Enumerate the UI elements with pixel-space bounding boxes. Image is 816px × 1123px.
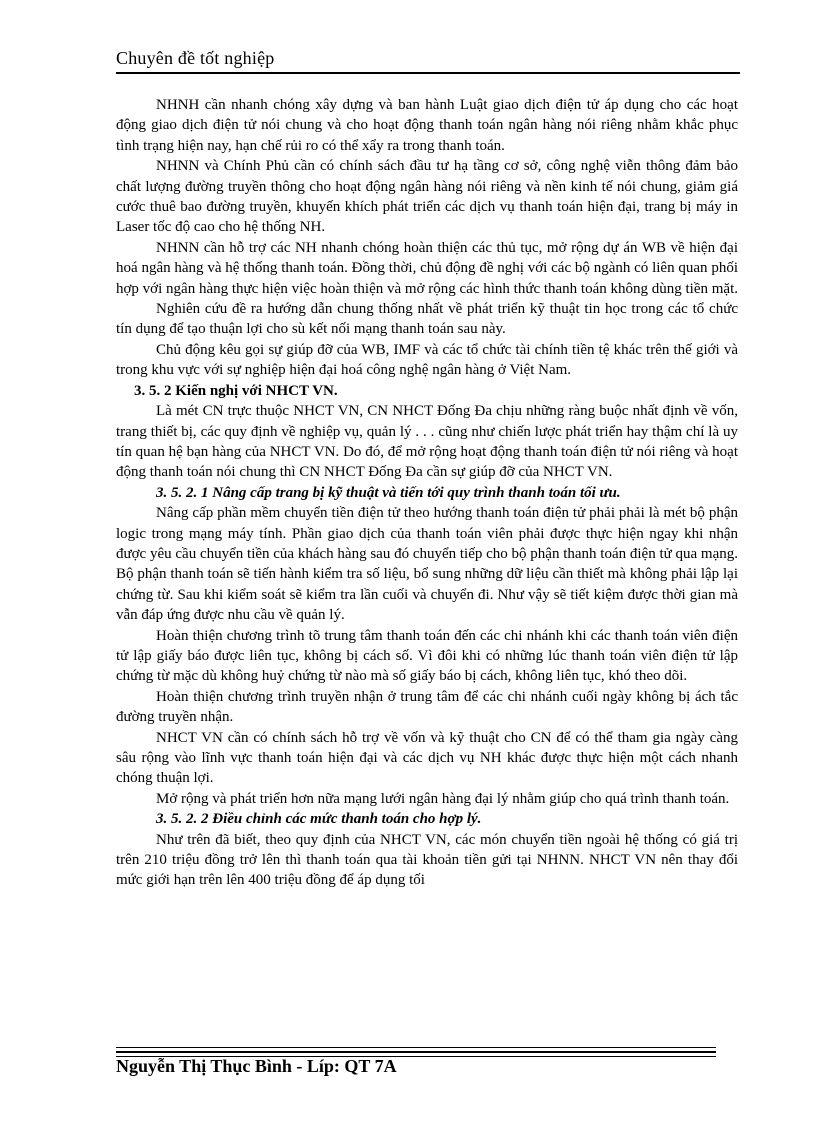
page-header — [116, 48, 736, 69]
header-rule — [116, 72, 740, 74]
paragraph: Hoàn thiện chương trình tõ trung tâm thanh toán đến các chi nhánh khi các thanh toán viên điện tử lập giấy báo được liên tục, không bị cách số. Vì đôi khi có những lúc thanh toán viên điện tử lập chứng từ mặc dù không huỷ chứng từ nào mà số giấy báo bị cách, không liên tục, khó theo dõi. — [116, 627, 738, 685]
paragraph: NHNN và Chính Phủ cần có chính sách đầu tư hạ tầng cơ sở, công nghệ viễn thông đảm bảo chất lượng đường truyền thông cho hoạt động ngân hàng nói riêng và nền kinh tế nói chung, giảm giá cước thuê bao đường truyền, khuyến khích phát triển các dịch vụ thanh toán hiện đại, trang bị máy in Laser tốc độ cao cho hệ thống NH. — [116, 158, 738, 236]
subsection-heading: 3. 5. 2. 1 Nâng cấp trang bị kỹ thuật và tiến tới quy trình thanh toán tối ưu. — [156, 484, 621, 501]
document-body — [116, 95, 738, 891]
paragraph: NHNN cần hỗ trợ các NH nhanh chóng hoàn thiện các thủ tục, mở rộng dự án WB về hiện đại hoá ngân hàng và hệ thống thanh toán. Đồng thời, chủ động đề nghị với các bộ ngành có liên quan phối hợp với ngân hàng thực hiện việc hoàn thiện và mở rộng các hình thức thanh toán không dùng tiền mặt. — [116, 239, 738, 297]
paragraph: Nghiên cứu đề ra hướng dẫn chung thống nhất về phát triển kỹ thuật tin học trong các tổ chức tín dụng để tạo thuận lợi cho sù kết nối mạng thanh toán sau này. — [116, 301, 738, 338]
paragraph: Là mét CN trực thuộc NHCT VN, CN NHCT Đống Đa chịu những ràng buộc nhất định về vốn, trang thiết bị, các quy định về nghiệp vụ, quản lý . . . cũng như chiến lược phát triển hay thậm chí là uy tín quan hệ bạn hàng của NHCT VN. Do đó, để mở rộng hoạt động thanh toán điện tử nói riêng và hoạt động thanh toán nói chung thì CN NHCT Đống Đa cần sự giúp đỡ của NHCT VN. — [116, 403, 738, 481]
paragraph: Nâng cấp phần mềm chuyển tiền điện tử theo hướng thanh toán điện tử phải phải là mét bộ phận logic trong mạng máy tính. Phần giao dịch của thanh toán viên phải được thực hiện ngay khi nhận được yêu cầu chuyển tiền của khách hàng sau đó chuyển tiếp cho bộ phận thanh toán điện tử qua mạng. Bộ phận thanh toán sẽ tiến hành kiểm tra số liệu, bổ sung những dữ liệu cần thiết mà không phải lập lại chứng từ. Sau khi kiểm soát sẽ kiểm tra lần cuối và chuyển đi. Như vậy sẽ tiết kiệm được thời gian mà vẫn đáp ứng được nhu cầu về quản lý. — [116, 505, 738, 624]
paragraph: Hoàn thiện chương trình truyền nhận ở trung tâm để các chi nhánh cuối ngày không bị ách tắc đường truyền nhận. — [116, 688, 738, 726]
section-heading: 3. 5. 2 Kiến nghị với NHCT VN. — [134, 382, 338, 399]
paragraph: NHNH cần nhanh chóng xây dựng và ban hành Luật giao dịch điện tử áp dụng cho các hoạt động giao dịch điện tử nói chung và cho hoạt động thanh toán ngân hàng nói riêng nhằm khắc phục tình trạng hiện nay, hạn chế rủi ro có thể xẩy ra trong thanh toán. — [116, 97, 738, 154]
subsection-heading: 3. 5. 2. 2 Điều chỉnh các mức thanh toán cho hợp lý. — [156, 811, 482, 828]
footer-rule — [116, 1047, 716, 1048]
header-title: Chuyên đề tốt nghiệp — [116, 48, 275, 68]
footer-rule — [116, 1051, 716, 1053]
paragraph: Chủ động kêu gọi sự giúp đỡ của WB, IMF và các tổ chức tài chính tiền tệ khác trên thế giới và trong khu vực với sự nghiệp hiện đại hoá công nghệ ngân hàng ở Việt Nam. — [116, 341, 738, 379]
paragraph: Như trên đã biết, theo quy định của NHCT VN, các món chuyển tiền ngoài hệ thống có giá trị trên 210 triệu đồng trở lên thì thanh toán qua tài khoản tiền gửi tại NHNN. NHCT VN nên thay đổi mức giới hạn trên lên 400 triệu đồng để áp dụng tối — [116, 831, 738, 889]
paragraph: NHCT VN cần có chính sách hỗ trợ về vốn và kỹ thuật cho CN để có thể tham gia ngày càng sâu rộng vào lĩnh vực thanh toán hiện đại và các dịch vụ NH khác được thực hiện một cách nhanh chóng thuận lợi. — [116, 729, 738, 787]
footer-author: Nguyễn Thị Thục Bình - Líp: QT 7A — [116, 1056, 397, 1076]
paragraph: Mở rộng và phát triển hơn nữa mạng lưới ngân hàng đại lý nhằm giúp cho quá trình thanh toán. — [156, 790, 730, 807]
